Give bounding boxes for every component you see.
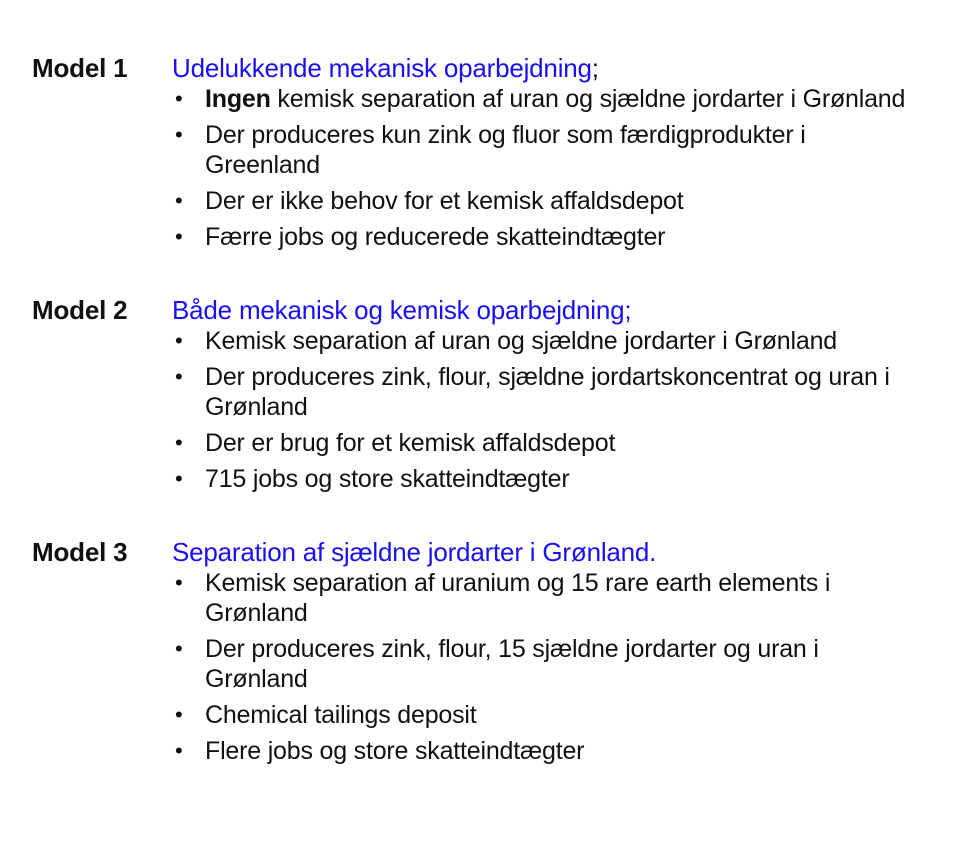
model-1-title-text: Udelukkende mekanisk oparbejdning	[172, 53, 592, 83]
bullet-icon: •	[175, 570, 183, 595]
bullet-text: Chemical tailings deposit	[205, 701, 477, 729]
model-3-bullet-list	[0, 568, 925, 766]
model-2-header	[0, 290, 960, 326]
bullet-icon: •	[175, 702, 183, 727]
model-3-title	[172, 536, 656, 568]
list-item	[175, 568, 925, 628]
bullet-text: 715 jobs og store skatteindtægter	[205, 465, 570, 493]
list-item	[175, 464, 925, 494]
bullet-text: Flere jobs og store skatteindtægter	[205, 737, 585, 765]
list-item	[175, 326, 925, 356]
bullet-icon: •	[175, 122, 183, 147]
model-2-title-text: Både mekanisk og kemisk oparbejdning;	[172, 295, 632, 325]
model-1-bullet-list	[0, 84, 925, 252]
model-3-title-text: Separation af sjældne jordarter i Grønland.	[172, 537, 657, 567]
model-3-section	[0, 532, 960, 766]
bullet-bold-text: Ingen	[205, 85, 271, 113]
bullet-icon: •	[175, 430, 183, 455]
list-item	[175, 362, 925, 422]
model-1-header	[0, 48, 960, 84]
list-item	[175, 428, 925, 458]
model-1-section	[0, 48, 960, 252]
bullet-text: Der er ikke behov for et kemisk affaldsdepot	[205, 187, 684, 215]
bullet-icon: •	[175, 328, 183, 353]
bullet-text: Der produceres kun zink og fluor som færdigprodukter i Greenland	[205, 121, 806, 179]
list-item	[175, 634, 925, 694]
model-1-title-suffix: ;	[591, 53, 599, 83]
list-item	[175, 736, 925, 766]
bullet-text: Der produceres zink, flour, 15 sjældne jordarter og uran i Grønland	[205, 635, 819, 693]
list-item	[175, 222, 925, 252]
model-1-label: Model 1	[32, 53, 128, 83]
list-item	[175, 84, 925, 114]
model-2-title	[172, 294, 631, 326]
model-2-label: Model 2	[32, 295, 128, 325]
bullet-text: Kemisk separation af uran og sjældne jordarter i Grønland	[205, 327, 837, 355]
bullet-text: Kemisk separation af uranium og 15 rare earth elements i Grønland	[205, 569, 831, 627]
bullet-icon: •	[175, 188, 183, 213]
model-3-label: Model 3	[32, 537, 128, 567]
list-item	[175, 700, 925, 730]
bullet-text: Der produceres zink, flour, sjældne jordartskoncentrat og uran i Grønland	[205, 363, 890, 421]
model-2-section	[0, 290, 960, 494]
bullet-icon: •	[175, 224, 183, 249]
bullet-icon: •	[175, 86, 183, 111]
bullet-text: kemisk separation af uran og sjældne jordarter i Grønland	[270, 85, 906, 113]
model-2-bullet-list	[0, 326, 925, 494]
list-item	[175, 186, 925, 216]
list-item	[175, 120, 925, 180]
bullet-icon: •	[175, 738, 183, 763]
bullet-text: Der er brug for et kemisk affaldsdepot	[205, 429, 616, 457]
bullet-text: Færre jobs og reducerede skatteindtægter	[205, 223, 666, 251]
bullet-icon: •	[175, 466, 183, 491]
bullet-icon: •	[175, 636, 183, 661]
model-3-header	[0, 532, 960, 568]
model-1-title	[172, 52, 599, 84]
bullet-icon: •	[175, 364, 183, 389]
